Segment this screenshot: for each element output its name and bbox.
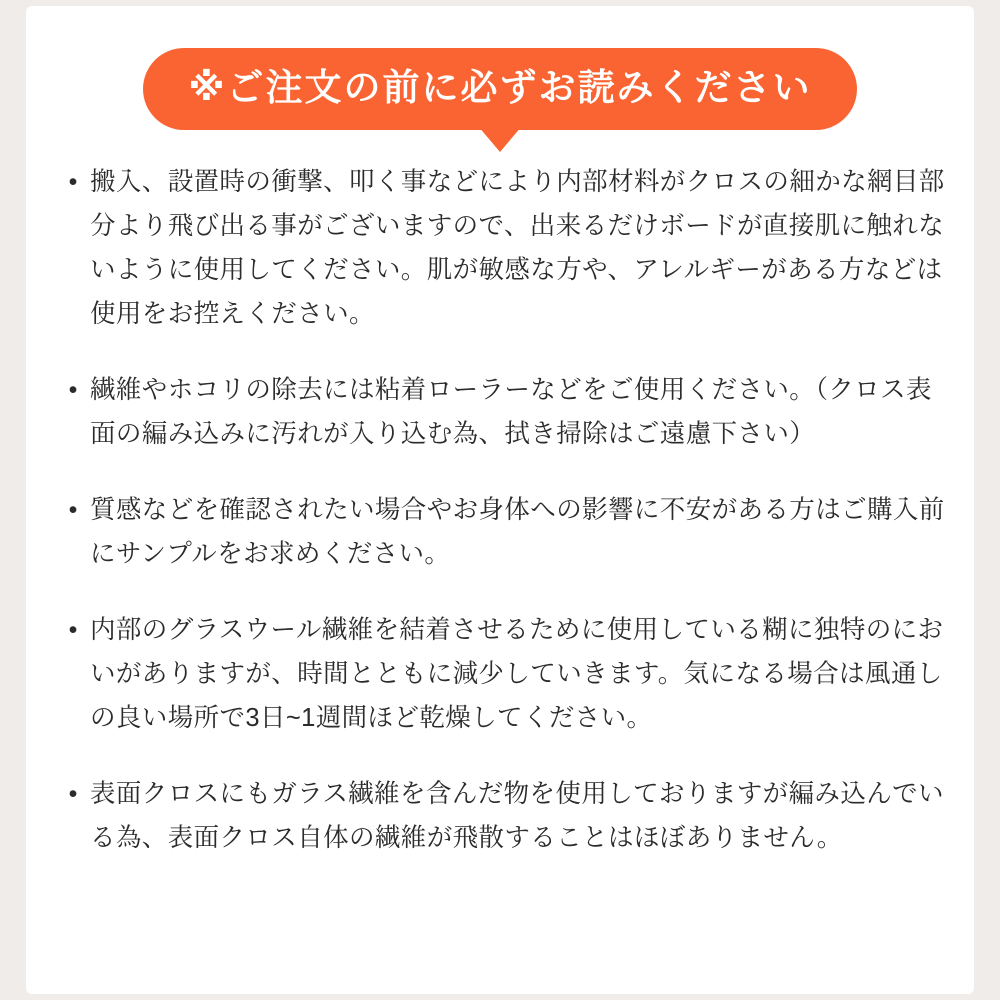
list-item-text: 搬入、設置時の衝撃、叩く事などにより内部材料がクロスの細かな網目部分より飛び出る事がございますので、出来るだけボードが直接肌に触れないように使用してください。肌が敏感な方や、アレルギーがある方などは使用をお控えください。 bbox=[90, 168, 945, 328]
bullet-icon: • bbox=[68, 616, 78, 644]
list-item bbox=[56, 608, 946, 740]
list-item bbox=[56, 368, 946, 456]
list-item bbox=[56, 488, 946, 576]
list-item-text: 質感などを確認されたい場合やお身体への影響に不安がある方はご購入前にサンプルをお求めください。 bbox=[90, 496, 945, 568]
notice-card bbox=[26, 6, 974, 994]
bullet-icon: • bbox=[68, 376, 78, 404]
notice-banner bbox=[143, 48, 858, 130]
banner-title: ※ご注文の前に必ずお読みください bbox=[188, 67, 812, 108]
list-item bbox=[56, 772, 946, 860]
notice-list bbox=[56, 160, 946, 892]
list-item-text: 表面クロスにもガラス繊維を含んだ物を使用しておりますが編み込んでいる為、表面クロス自体の繊維が飛散することはほぼありません。 bbox=[90, 780, 944, 852]
bullet-icon: • bbox=[68, 496, 78, 524]
banner-container bbox=[26, 48, 974, 130]
list-item bbox=[56, 160, 946, 336]
bullet-icon: • bbox=[68, 780, 78, 808]
bullet-icon: • bbox=[68, 168, 78, 196]
banner-tail-icon bbox=[478, 126, 522, 152]
list-item-text: 繊維やホコリの除去には粘着ローラーなどをご使用ください。（クロス表面の編み込みに汚れが入り込む為、拭き掃除はご遠慮下さい） bbox=[90, 376, 932, 448]
list-item-text: 内部のグラスウール繊維を結着させるために使用している糊に独特のにおいがありますが、時間とともに減少していきます。気になる場合は風通しの良い場所で3日~1週間ほど乾燥してください。 bbox=[90, 616, 944, 732]
